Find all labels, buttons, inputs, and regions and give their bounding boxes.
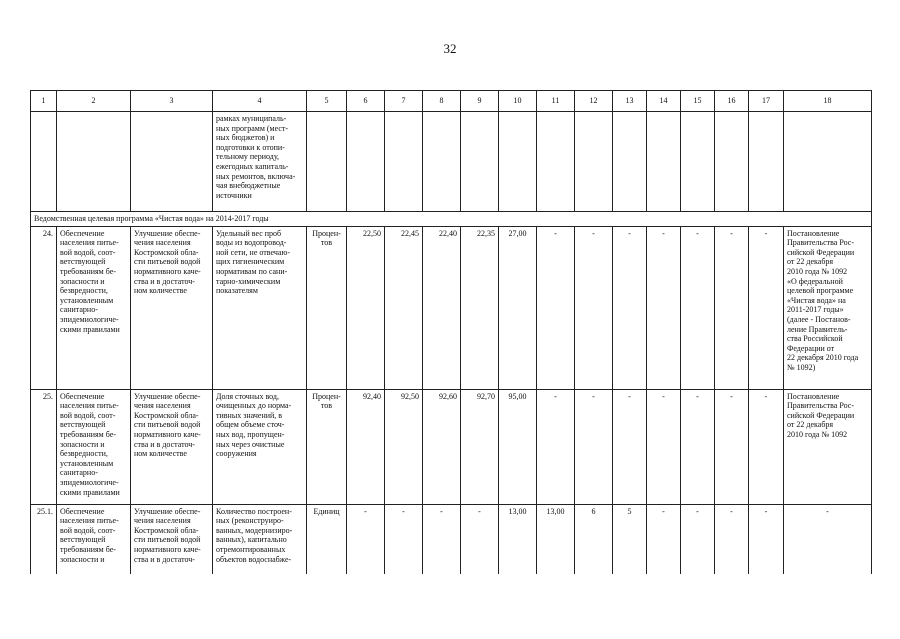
continuation-indicator: рамках муниципаль- ных программ (мест- ных бюджетов) и подготовки к отопи- тельному периоду, ежегодных капиталь- ных ремонтов, включа- чая внебюджетные источники bbox=[213, 112, 307, 212]
row-value: - bbox=[715, 504, 749, 574]
continuation-row bbox=[31, 112, 872, 212]
row-value: - bbox=[681, 504, 715, 574]
row-value: - bbox=[613, 226, 647, 389]
row-number: 25. bbox=[31, 389, 57, 504]
header-cell: 4 bbox=[213, 91, 307, 112]
row-value: - bbox=[461, 504, 499, 574]
row-value: - bbox=[647, 226, 681, 389]
header-cell: 7 bbox=[385, 91, 423, 112]
row-value: - bbox=[681, 226, 715, 389]
section-title: Ведомственная целевая программа «Чистая вода» на 2014-2017 годы bbox=[31, 212, 872, 227]
page-number: 32 bbox=[443, 41, 457, 56]
row-value: - bbox=[681, 389, 715, 504]
row-value: 22,50 bbox=[347, 226, 385, 389]
row-indicator: Доля сточных вод, очищенных до норма- тивных значений, в общем объеме сточ- ных вод, пропущен- ных через очистные сооружения bbox=[213, 389, 307, 504]
row-value: 22,40 bbox=[423, 226, 461, 389]
row-value: 22,35 bbox=[461, 226, 499, 389]
row-value: - bbox=[749, 226, 784, 389]
table-row bbox=[31, 389, 872, 504]
row-source: Постановление Правительства Рос- сийской Федерации от 22 декабря 2010 года № 1092 «О федеральной целевой программе «Чистая вода» на 2011-2017 годы» (далее - Постанов- ление Правитель- ства Российской Федерации от 22 декабря 2010 года № 1092) bbox=[784, 226, 872, 389]
row-value: 92,40 bbox=[347, 389, 385, 504]
row-source: - bbox=[784, 504, 872, 574]
row-value: - bbox=[347, 504, 385, 574]
row-task: Улучшение обеспе- чения населения Костромской обла- сти питьевой водой нормативного каче- ства и в достаточ- ном количестве bbox=[131, 226, 213, 389]
row-value: - bbox=[749, 389, 784, 504]
row-task: Улучшение обеспе- чения населения Костромской обла- сти питьевой водой нормативного каче- ства и в достаточ- bbox=[131, 504, 213, 574]
header-cell: 5 bbox=[307, 91, 347, 112]
row-value: - bbox=[575, 226, 613, 389]
row-value: - bbox=[715, 226, 749, 389]
header-cell: 6 bbox=[347, 91, 385, 112]
header-cell: 12 bbox=[575, 91, 613, 112]
header-cell: 13 bbox=[613, 91, 647, 112]
row-number: 25.1. bbox=[31, 504, 57, 574]
row-goal: Обеспечение населения питье- вой водой, соот- ветствующей требованиям бе- зопасности и безвредности, установленным санитарно- эпидемиологиче- скими правилами bbox=[57, 226, 131, 389]
row-unit: Процен- тов bbox=[307, 226, 347, 389]
row-value: 22,45 bbox=[385, 226, 423, 389]
header-cell: 14 bbox=[647, 91, 681, 112]
row-value: - bbox=[647, 389, 681, 504]
row-value: 6 bbox=[575, 504, 613, 574]
table-row bbox=[31, 504, 872, 574]
header-cell: 3 bbox=[131, 91, 213, 112]
row-value: - bbox=[423, 504, 461, 574]
row-goal: Обеспечение населения питье- вой водой, соот- ветствующей требованиям бе- зопасности и bbox=[57, 504, 131, 574]
header-row bbox=[31, 91, 872, 112]
row-value: 92,70 bbox=[461, 389, 499, 504]
header-cell: 18 bbox=[784, 91, 872, 112]
row-indicator: Количество построен- ных (реконструиро- ванных, модернизиро- ванных), капитально отремонтированных объектов водоснабже- bbox=[213, 504, 307, 574]
row-value: 13,00 bbox=[499, 504, 537, 574]
row-indicator: Удельный вес проб воды из водопровод- ной сети, не отвечаю- щих гигиеническим нормативам по сани- тарно-химическим показателям bbox=[213, 226, 307, 389]
row-value: - bbox=[537, 389, 575, 504]
row-number: 24. bbox=[31, 226, 57, 389]
row-value: - bbox=[537, 226, 575, 389]
row-task: Улучшение обеспе- чения населения Костромской обла- сти питьевой водой нормативного каче- ства и в достаточ- ном количестве bbox=[131, 389, 213, 504]
section-row bbox=[31, 212, 872, 227]
row-value: 13,00 bbox=[537, 504, 575, 574]
header-cell: 9 bbox=[461, 91, 499, 112]
row-unit: Единиц bbox=[307, 504, 347, 574]
header-cell: 16 bbox=[715, 91, 749, 112]
table-row bbox=[31, 226, 872, 389]
row-value: 27,00 bbox=[499, 226, 537, 389]
header-cell: 17 bbox=[749, 91, 784, 112]
header-cell: 8 bbox=[423, 91, 461, 112]
indicators-table bbox=[30, 90, 872, 574]
row-value: - bbox=[385, 504, 423, 574]
header-cell: 15 bbox=[681, 91, 715, 112]
row-value: 92,60 bbox=[423, 389, 461, 504]
row-value: 92,50 bbox=[385, 389, 423, 504]
header-cell: 11 bbox=[537, 91, 575, 112]
row-value: 5 bbox=[613, 504, 647, 574]
row-value: - bbox=[647, 504, 681, 574]
row-goal: Обеспечение населения питье- вой водой, соот- ветствующей требованиям бе- зопасности и безвредности, установленным санитарно- эпидемиологиче- скими правилами bbox=[57, 389, 131, 504]
row-value: - bbox=[613, 389, 647, 504]
row-value: - bbox=[575, 389, 613, 504]
header-cell: 2 bbox=[57, 91, 131, 112]
row-value: 95,00 bbox=[499, 389, 537, 504]
row-source: Постановление Правительства Рос- сийской Федерации от 22 декабря 2010 года № 1092 bbox=[784, 389, 872, 504]
header-cell: 10 bbox=[499, 91, 537, 112]
row-value: - bbox=[749, 504, 784, 574]
row-unit: Процен- тов bbox=[307, 389, 347, 504]
header-cell: 1 bbox=[31, 91, 57, 112]
row-value: - bbox=[715, 389, 749, 504]
